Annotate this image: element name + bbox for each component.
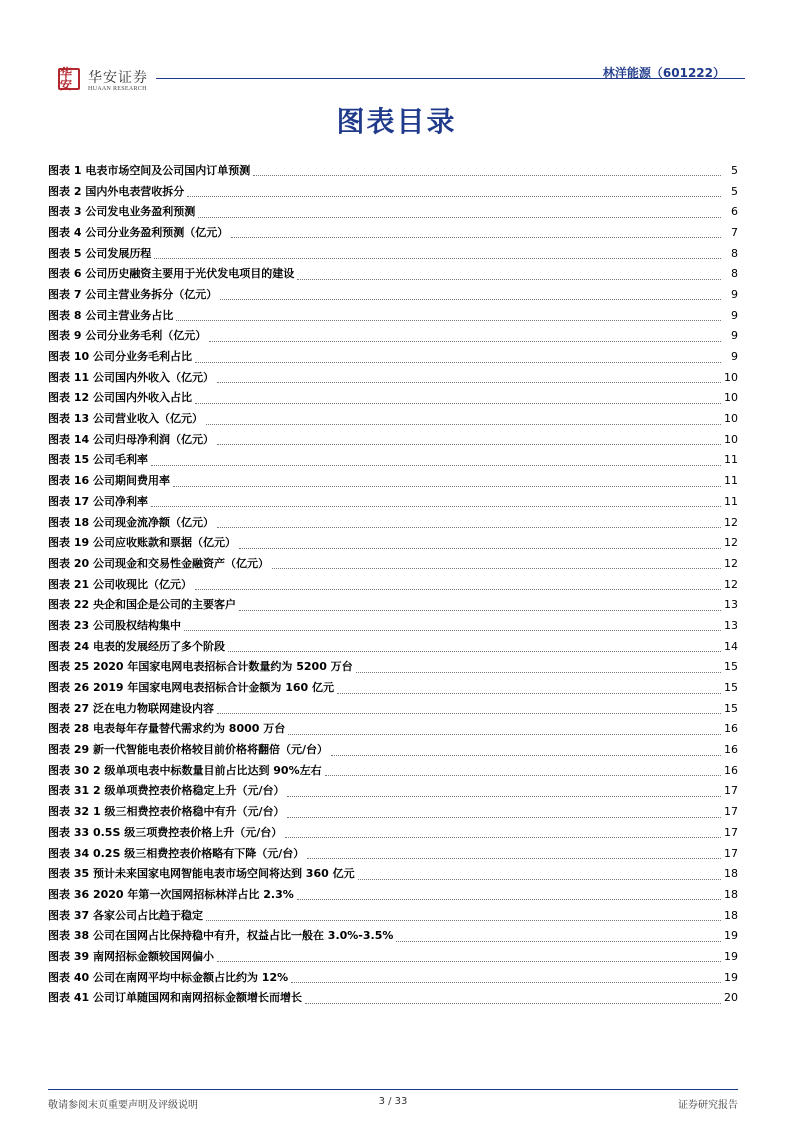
toc-dot-leader: [325, 774, 721, 776]
toc-entry-label: 图表 32 1 级三相费控表价格稳中有升（元/台）: [48, 805, 285, 819]
toc-entry-label: 图表 7 公司主营业务拆分（亿元）: [48, 287, 218, 301]
toc-entry-label: 图表 17 公司净利率: [48, 494, 148, 508]
toc-entry-page: 5: [731, 163, 738, 177]
toc-entry-label: 图表 30 2 级单项电表中标数量目前占比达到 90%左右: [48, 763, 322, 777]
toc-entry-page: 15: [724, 660, 738, 674]
toc-dot-leader: [195, 361, 721, 363]
toc-dot-leader: [287, 816, 721, 818]
toc-entry-page: 16: [724, 743, 738, 757]
toc-entry-label: 图表 3 公司发电业务盈利预测: [48, 205, 196, 219]
toc-entry-page: 15: [724, 681, 738, 695]
toc-dot-leader: [209, 340, 721, 342]
company-ticker: 林洋能源（601222）: [602, 66, 725, 80]
toc-entry-label: 图表 20 公司现金和交易性金融资产（亿元）: [48, 556, 269, 570]
toc-entry[interactable]: [48, 863, 738, 884]
toc-entry-label: 图表 39 南网招标金额较国网偏小: [48, 949, 214, 963]
page-title: 图表目录: [336, 105, 457, 138]
toc-dot-leader: [217, 443, 721, 445]
toc-entry-label: 图表 8 公司主营业务占比: [48, 308, 174, 322]
toc-entry-page: 12: [724, 536, 738, 550]
toc-entry-page: 18: [724, 867, 738, 881]
toc-entry-label: 图表 41 公司订单随国网和南网招标金额增长而增长: [48, 991, 302, 1005]
toc-dot-leader: [206, 919, 721, 921]
toc-entry-page: 17: [724, 805, 738, 819]
toc-entry-label: 图表 16 公司期间费用率: [48, 474, 170, 488]
toc-dot-leader: [220, 298, 721, 300]
toc-entry[interactable]: [48, 326, 738, 347]
toc-entry-label: 图表 22 央企和国企是公司的主要客户: [48, 598, 236, 612]
toc-entry-label: 图表 18 公司现金流净额（亿元）: [48, 515, 214, 529]
toc-dot-leader: [217, 381, 721, 383]
toc-entry-label: 图表 26 2019 年国家电网电表招标合计金额为 160 亿元: [48, 681, 335, 695]
toc-entry[interactable]: [48, 905, 738, 926]
toc-entry-page: 11: [724, 453, 738, 467]
toc-entry-label: 图表 35 预计未来国家电网智能电表市场空间将达到 360 亿元: [48, 867, 355, 881]
toc-entry-label: 图表 15 公司毛利率: [48, 453, 148, 467]
toc-entry-page: 5: [731, 184, 738, 198]
toc-entry[interactable]: [48, 263, 738, 284]
toc-entry[interactable]: [48, 243, 738, 264]
toc-dot-leader: [198, 216, 721, 218]
toc-dot-leader: [253, 174, 721, 176]
toc-dot-leader: [154, 257, 721, 259]
toc-dot-leader: [307, 857, 721, 859]
toc-dot-leader: [195, 402, 721, 404]
toc-entry[interactable]: [48, 988, 738, 1009]
toc-entry-page: 6: [731, 205, 738, 219]
toc-entry-page: 11: [724, 474, 738, 488]
logo-english-name: HUAAN RESEARCH: [88, 86, 147, 92]
page-header: [48, 62, 745, 98]
toc-entry[interactable]: [48, 181, 738, 202]
toc-entry-label: 图表 23 公司股权结构集中: [48, 618, 181, 632]
toc-entry-label: 图表 37 各家公司占比趋于稳定: [48, 908, 203, 922]
toc-entry-label: 图表 36 2020 年第一次国网招标林洋占比 2.3%: [48, 887, 294, 901]
toc-entry-label: 图表 21 公司收现比（亿元）: [48, 577, 192, 591]
toc-entry-page: 8: [731, 246, 738, 260]
toc-entry-label: 图表 12 公司国内外收入占比: [48, 391, 192, 405]
toc-entry[interactable]: [48, 408, 738, 429]
toc-entry-page: 17: [724, 846, 738, 860]
toc-dot-leader: [239, 609, 721, 611]
toc-dot-leader: [358, 878, 721, 880]
toc-entry[interactable]: [48, 677, 738, 698]
toc-entry-page: 17: [724, 825, 738, 839]
toc-entry-page: 9: [731, 287, 738, 301]
toc-dot-leader: [356, 671, 721, 673]
toc-entry[interactable]: [48, 284, 738, 305]
toc-entry-page: 19: [724, 929, 738, 943]
footer-divider: [48, 1089, 738, 1090]
toc-entry-label: 图表 11 公司国内外收入（亿元）: [48, 370, 214, 384]
toc-entry-label: 图表 34 0.2S 级三相费控表价格略有下降（元/台）: [48, 846, 305, 860]
toc-entry-label: 图表 40 公司在南网平均中标金额占比约为 12%: [48, 970, 289, 984]
toc-entry-label: 图表 38 公司在国网占比保持稳中有升，权益占比一般在 3.0%-3.5%: [48, 929, 394, 943]
toc-entry[interactable]: [48, 843, 738, 864]
toc-entry[interactable]: [48, 512, 738, 533]
toc-entry-label: 图表 25 2020 年国家电网电表招标合计数量约为 5200 万台: [48, 660, 353, 674]
toc-entry[interactable]: [48, 657, 738, 678]
toc-dot-leader: [305, 1002, 721, 1004]
toc-entry[interactable]: [48, 367, 738, 388]
toc-entry[interactable]: [48, 553, 738, 574]
toc-entry-page: 13: [724, 598, 738, 612]
toc-entry-page: 10: [724, 412, 738, 426]
toc-entry-page: 13: [724, 618, 738, 632]
toc-entry-label: 图表 5 公司发展历程: [48, 246, 152, 260]
report-type: 证券研究报告: [678, 1100, 738, 1111]
toc-entry-label: 图表 28 电表每年存量替代需求约为 8000 万台: [48, 722, 286, 736]
toc-entry-page: 10: [724, 370, 738, 384]
toc-entry[interactable]: [48, 594, 738, 615]
toc-entry-label: 图表 2 国内外电表营收拆分: [48, 184, 185, 198]
toc-entry-page: 7: [731, 225, 738, 239]
toc-entry[interactable]: [48, 739, 738, 760]
toc-entry-page: 12: [724, 515, 738, 529]
toc-entry-page: 9: [731, 308, 738, 322]
toc-entry-label: 图表 31 2 级单项费控表价格稳定上升（元/台）: [48, 784, 285, 798]
toc-entry-page: 18: [724, 887, 738, 901]
toc-entry-page: 12: [724, 556, 738, 570]
toc-entry[interactable]: [48, 388, 738, 409]
toc-dot-leader: [173, 485, 721, 487]
toc-entry-page: 11: [724, 494, 738, 508]
toc-entry-page: 9: [731, 329, 738, 343]
toc-entry-page: 20: [724, 991, 738, 1005]
toc-dot-leader: [337, 692, 721, 694]
toc-dot-leader: [272, 567, 721, 569]
toc-entry-page: 16: [724, 722, 738, 736]
toc-entry[interactable]: [48, 470, 738, 491]
toc-dot-leader: [217, 960, 721, 962]
logo-chinese-name: 华安证券: [88, 70, 148, 86]
toc-entry-label: 图表 27 泛在电力物联网建设内容: [48, 701, 214, 715]
toc-entry-page: 10: [724, 391, 738, 405]
toc-entry[interactable]: [48, 636, 738, 657]
toc-entry-label: 图表 6 公司历史融资主要用于光伏发电项目的建设: [48, 267, 295, 281]
toc-dot-leader: [287, 795, 721, 797]
toc-entry-page: 19: [724, 970, 738, 984]
toc-dot-leader: [239, 547, 721, 549]
toc-entry[interactable]: [48, 532, 738, 553]
toc-entry[interactable]: [48, 822, 738, 843]
toc-dot-leader: [297, 898, 721, 900]
toc-entry[interactable]: [48, 925, 738, 946]
toc-dot-leader: [297, 278, 721, 280]
toc-dot-leader: [195, 588, 721, 590]
toc-entry-page: 17: [724, 784, 738, 798]
toc-entry[interactable]: [48, 698, 738, 719]
toc-entry-label: 图表 4 公司分业务盈利预测（亿元）: [48, 225, 229, 239]
toc-entry-label: 图表 33 0.5S 级三项费控表价格上升（元/台）: [48, 825, 283, 839]
toc-entry-label: 图表 1 电表市场空间及公司国内订单预测: [48, 163, 251, 177]
toc-entry[interactable]: [48, 781, 738, 802]
toc-entry[interactable]: [48, 884, 738, 905]
toc-entry[interactable]: [48, 574, 738, 595]
toc-dot-leader: [176, 319, 721, 321]
toc-entry-label: 图表 13 公司营业收入（亿元）: [48, 412, 203, 426]
toc-entry[interactable]: [48, 346, 738, 367]
toc-dot-leader: [231, 236, 721, 238]
toc-dot-leader: [187, 195, 721, 197]
toc-entry[interactable]: [48, 429, 738, 450]
toc-entry-page: 8: [731, 267, 738, 281]
toc-entry-page: 10: [724, 432, 738, 446]
table-of-figures: [48, 160, 738, 1008]
toc-entry[interactable]: [48, 801, 738, 822]
toc-entry[interactable]: [48, 946, 738, 967]
toc-dot-leader: [285, 836, 721, 838]
toc-entry[interactable]: [48, 305, 738, 326]
toc-entry-page: 9: [731, 350, 738, 364]
toc-dot-leader: [151, 464, 721, 466]
huaan-logo-icon: 华安: [58, 68, 80, 90]
toc-entry-page: 14: [724, 639, 738, 653]
toc-entry[interactable]: [48, 967, 738, 988]
toc-dot-leader: [206, 423, 721, 425]
page-number: 3 / 33: [378, 1096, 408, 1107]
toc-entry-label: 图表 24 电表的发展经历了多个阶段: [48, 639, 225, 653]
toc-dot-leader: [291, 981, 721, 983]
toc-entry-page: 19: [724, 949, 738, 963]
toc-dot-leader: [288, 733, 721, 735]
toc-entry-label: 图表 9 公司分业务毛利（亿元）: [48, 329, 207, 343]
toc-entry-page: 18: [724, 908, 738, 922]
toc-entry[interactable]: [48, 615, 738, 636]
toc-dot-leader: [217, 712, 721, 714]
toc-dot-leader: [396, 940, 721, 942]
toc-entry-label: 图表 19 公司应收账款和票据（亿元）: [48, 536, 236, 550]
toc-dot-leader: [217, 526, 721, 528]
toc-entry-label: 图表 29 新一代智能电表价格较目前价格将翻倍（元/台）: [48, 743, 328, 757]
toc-entry[interactable]: [48, 760, 738, 781]
toc-dot-leader: [331, 754, 721, 756]
toc-dot-leader: [184, 629, 721, 631]
toc-entry-label: 图表 14 公司归母净利润（亿元）: [48, 432, 214, 446]
toc-entry-page: 16: [724, 763, 738, 777]
toc-entry[interactable]: [48, 719, 738, 740]
toc-entry[interactable]: [48, 450, 738, 471]
toc-entry[interactable]: [48, 201, 738, 222]
toc-entry[interactable]: [48, 491, 738, 512]
toc-dot-leader: [151, 505, 721, 507]
toc-entry-label: 图表 10 公司分业务毛利占比: [48, 350, 192, 364]
page-footer: [48, 1096, 738, 1112]
toc-dot-leader: [228, 650, 721, 652]
toc-entry-page: 15: [724, 701, 738, 715]
toc-entry-page: 12: [724, 577, 738, 591]
toc-entry[interactable]: [48, 222, 738, 243]
toc-entry[interactable]: [48, 160, 738, 181]
disclaimer-note: 敬请参阅末页重要声明及评级说明: [48, 1100, 198, 1111]
